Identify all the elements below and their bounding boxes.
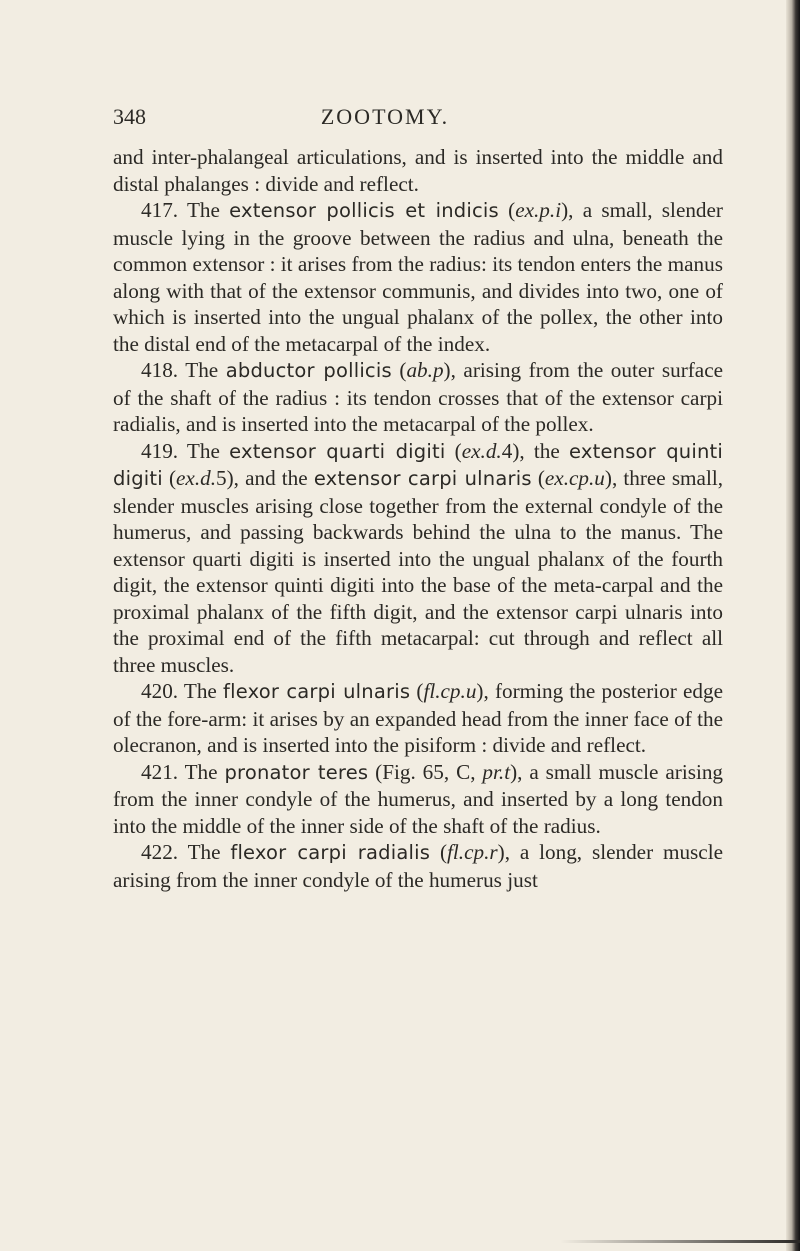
abbreviation: ex.d. (461, 438, 502, 463)
abbreviation: ab.p (406, 358, 444, 382)
muscle-name: flexor carpi ulnaris (223, 680, 411, 703)
paragraph-421: 421. The pronator teres (Fig. 65, C, pr.t), a small muscle arising from the inner condyle of the humerus, and inserted by a long tendon into the middle of the inner side of the shaft of the radius. (113, 759, 724, 838)
page-header (0, 100, 800, 134)
abbreviation: ex.p.i (515, 198, 562, 222)
abbreviation: ex.cp.u (544, 466, 605, 490)
abbreviation: fl.cp.u (423, 679, 477, 703)
paragraph-number: 420. (141, 679, 179, 703)
muscle-name: extensor quinti digiti (113, 439, 723, 490)
paragraph-422: 422. The flexor carpi radialis (fl.cp.r), a long, slender muscle arising from the inner condyle of the humerus just (113, 840, 723, 892)
page-edge-shadow (786, 0, 800, 1251)
abbreviation: ex.d. (176, 466, 217, 490)
paragraph-number: 418. (141, 358, 179, 382)
body-text (113, 144, 723, 893)
running-head: ZOOTOMY. (320, 104, 450, 129)
paragraph-continuation: and inter-phalangeal articulations, and is inserted into the middle and distal phalanges : divide and reflect. (113, 145, 723, 196)
muscle-name: extensor carpi ulnaris (313, 467, 532, 490)
muscle-name: extensor quarti digiti (229, 439, 446, 463)
abbreviation: fl.cp.r (447, 840, 498, 864)
abbreviation: pr.t (482, 759, 511, 784)
page-bottom-edge (560, 1240, 800, 1243)
muscle-name: abductor pollicis (225, 359, 392, 382)
paragraph-number: 417. (141, 198, 179, 222)
paragraph-419: 419. The extensor quarti digiti (ex.d.4), the extensor quinti digiti (ex.d.5), and the extensor carpi ulnaris (ex.cp.u), three small, slender muscles arising close together from the external condyle of the humerus, and passing backwards behind the ulna to the manus. The extensor quarti digiti is inserted into the ungual phalanx of the fourth digit, the extensor quinti digiti into the base of the meta-carpal and the proximal phalanx of the fifth digit, and the extensor carpi ulnaris into the proximal end of the fifth metacarpal: cut through and reflect all three muscles. (113, 438, 724, 677)
paragraph-417: 417. The extensor pollicis et indicis (ex.p.i), a small, slender muscle lying in the groove between the radius and ulna, beneath the common extensor : it arises from the radius: its tendon enters the manus along with that of the extensor communis, and divides into two, one of which is inserted into the ungual phalanx of the pollex, the other into the distal end of the metacarpal of the index. (113, 198, 723, 356)
muscle-name: flexor carpi radialis (230, 841, 431, 864)
paragraph-number: 422. (141, 840, 179, 864)
muscle-name: extensor pollicis et indicis (229, 199, 499, 222)
page-number: 348 (113, 104, 146, 129)
muscle-name: pronator teres (224, 760, 369, 784)
paragraph-418: 418. The abductor pollicis (ab.p), arising from the outer surface of the shaft of the radius : its tendon crosses that of the extensor carpi radialis, and is inserted into the metacarpal of the pollex. (113, 358, 724, 436)
paragraph-number: 421. (141, 759, 179, 784)
paragraph-number: 419. (141, 438, 179, 463)
figure-reference: (Fig. 65, C, (375, 759, 483, 784)
paragraph-420: 420. The flexor carpi ulnaris (fl.cp.u), forming the posterior edge of the fore-arm: it arises by an expanded head from the inner face of the olecranon, and is inserted into the pisiform : divide and reflect. (113, 679, 723, 757)
